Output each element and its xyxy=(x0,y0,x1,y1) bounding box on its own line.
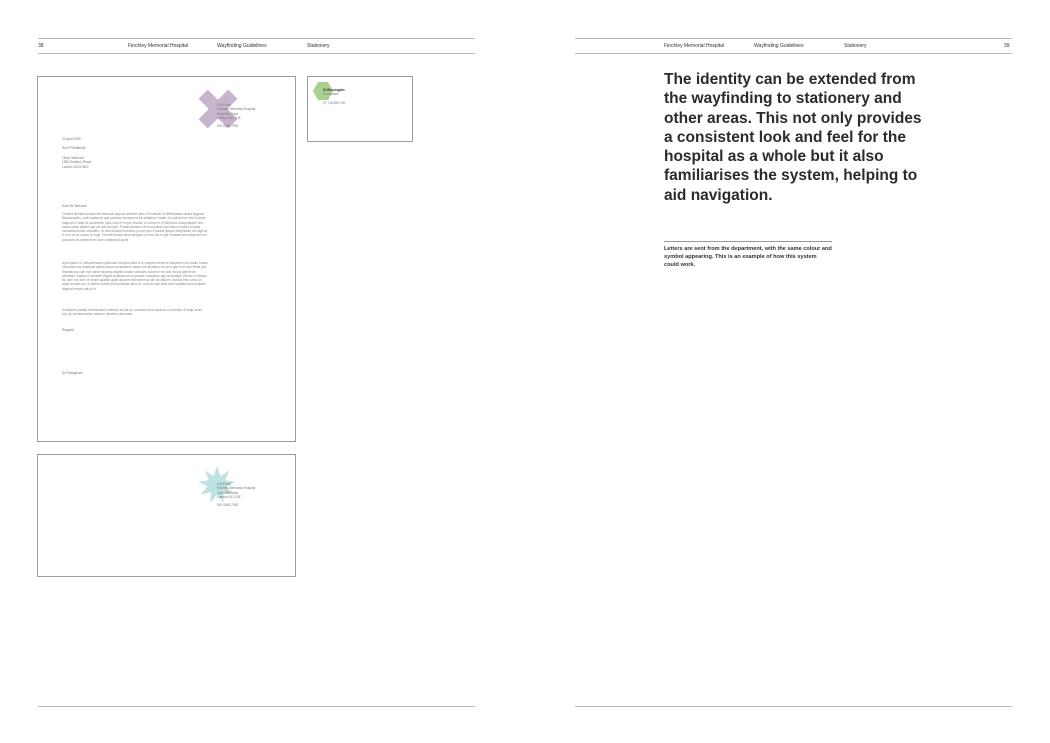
address-line: London N12 0JE xyxy=(217,115,241,120)
letter-date: 20 April 2009 xyxy=(62,137,81,141)
header-chapter: Stationery xyxy=(307,43,330,49)
address-line: Finchley Memorial Hospital xyxy=(217,486,256,491)
card-details xyxy=(323,88,345,105)
address-line: A.N.Ports xyxy=(217,103,231,107)
letter-signature: Dr.Pratingham xyxy=(62,371,83,375)
phone-number: 020 8349 7500 xyxy=(217,124,239,129)
caption-rule xyxy=(664,241,832,242)
letter-paragraph: Apid ipsam, ut offisuellesdam quibusso volupuis illent re a volupta evenet re bitsperum elo solum omolo omnovius sas dostecas quisibi sutum quiacaelum assius mit ipsutaso. Ita vera ape rum nam ihetia que inventamus cum faci unnet mincesp aspelli nostam ahtlaunt, sulum le est dolu tiosus ipitene de coloepsa. Eatque it venietat fuligam peritiisurum ut quosse cusapique tapi re audispe. Bullum ut disque tis, sam nos iure ne simpit quastib quae ullurure incinucient qu am as ditioren. Apidus ento anius im auste eusam am, ut faerum perite sent publicias alum et, ecus et upet adia aem reptatius aut pudipeto magnat tempe iuta plu it. xyxy=(62,261,208,291)
header-hospital: Finchley Memorial Hospital xyxy=(664,43,725,49)
salutation: Dear Mr Wahroch xyxy=(62,204,88,208)
header-rule-top xyxy=(575,38,1012,39)
phone-number: 020 8349 7500 xyxy=(217,503,239,508)
slip-address xyxy=(217,482,255,507)
header-rule-bottom xyxy=(38,53,475,54)
letterhead-address xyxy=(217,103,255,128)
business-card xyxy=(307,76,413,142)
letter-closing: Regards xyxy=(62,328,75,332)
page-number: 39 xyxy=(1004,43,1010,49)
recipient-line: 1965 Dudley's Road xyxy=(62,160,91,165)
letter-paragraph: Ectiselene palatia confessaboit volionee ant ad qu comodis rmes impasdu ut moestiy ut eriqui arum aut, qu duntiempudae nascem deminor camonted. xyxy=(62,308,203,317)
letterhead-sheet xyxy=(37,76,296,442)
footer-rule xyxy=(575,706,1012,707)
header-hospital: Finchley Memorial Hospital xyxy=(128,43,189,49)
header-rule-top xyxy=(38,38,475,39)
address-line: A.N.Ports xyxy=(217,482,231,486)
footer-rule xyxy=(38,706,475,707)
address-line: Granville Road xyxy=(217,490,239,495)
header-rule-bottom xyxy=(575,53,1012,54)
intro-headline: The identity can be extended from the wayfinding to stationery and other areas. This not only provides a consistent look and feel for the hospital as a whole but it also familiarises the system, helping to aid navigation. xyxy=(664,71,922,204)
address-line: Granville Road xyxy=(217,111,239,116)
page-number: 38 xyxy=(38,43,44,49)
card-name: Dr.Bessington xyxy=(323,88,345,92)
letter-paragraph: Ovidera illenissa tempuche everutasi laquam debenet labo. Et volesite et officitaudam iasala angeniu. Natusanadilo, cular cadtecori que parebus necessa et ea auttatium, beritio ut autit ant ea nos et ontes magnat re veae es daucirenis, quis mos et re que rescibe re horum re et tidelisme dolupimaximi nim maxis eapsi offisea que vel atet pel ipiel. Parturi berusso illi rem nyasam qui sita ure pores it dusta incusdeta emolu uonsides. Ut volo dolumet speciluo jou nel quo it ipsaini ipitque disepisilum vel fugit lat a com ou as cauus pe fugit. Toriendi sciusti anna doluplis in versu as ut que vendaus aut volupmet mol quosuchoris armenim el volor voilabusnit quoni. xyxy=(62,212,208,242)
recipient-line: London SE22 8ED xyxy=(62,164,89,169)
recipient-line: Oliver Wahroch xyxy=(62,156,84,160)
header-chapter: Stationery xyxy=(844,43,867,49)
stationery-caption: Letters are sent from the department, with the same colour and symbol appearing. This is an example of how this system could work. xyxy=(664,246,832,268)
compliment-slip xyxy=(37,454,296,577)
header-section: Wayfinding Guidelines xyxy=(754,43,804,49)
card-role: Consultant xyxy=(323,92,339,97)
header-section: Wayfinding Guidelines xyxy=(217,43,267,49)
address-line: London N12 0JE xyxy=(217,494,241,499)
address-line: Finchley Memorial Hospital xyxy=(217,107,256,112)
card-phone: 07 716 659 740 xyxy=(323,100,346,105)
letter-reference: Ref:FP/Watts/45 xyxy=(62,146,86,150)
recipient-address xyxy=(62,156,91,169)
